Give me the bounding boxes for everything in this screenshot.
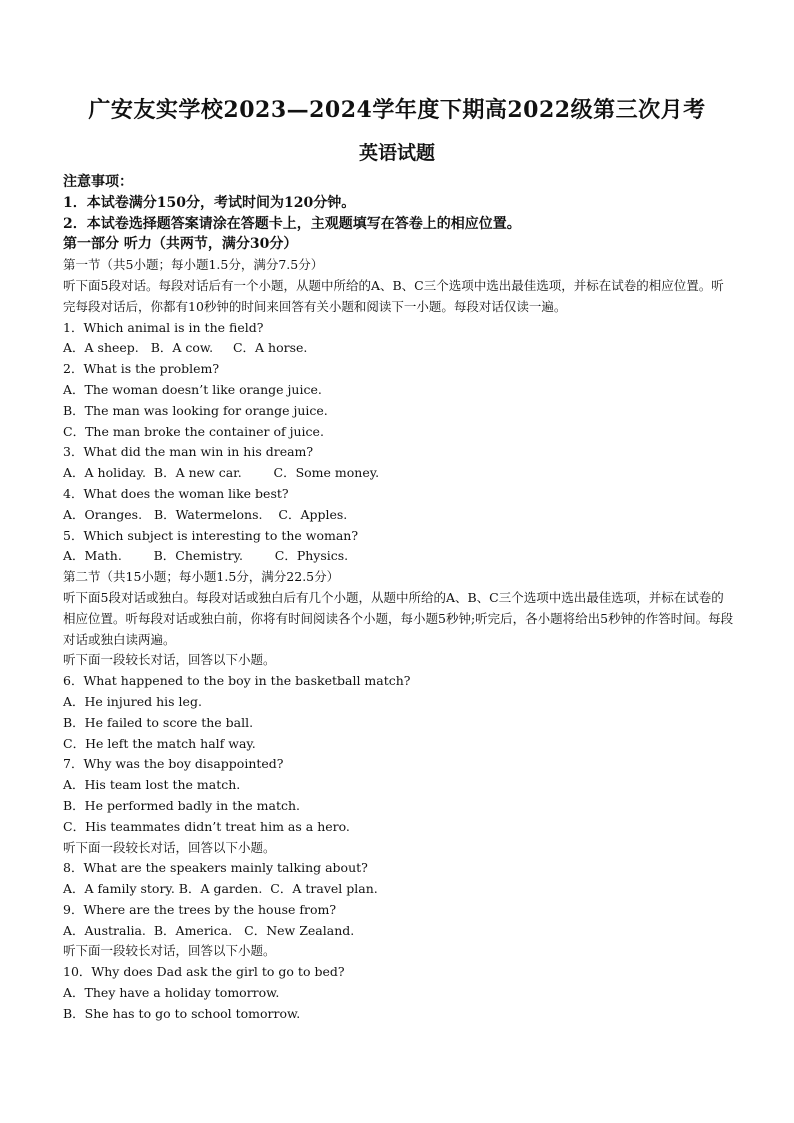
question-stem: 5．Which subject is interesting to the woman?: [63, 527, 359, 543]
option-a: A．Math.: [63, 548, 122, 564]
option-a: A．A sheep.: [63, 340, 139, 356]
part1-heading: 第一部分 听力（共两节，满分30分）: [63, 236, 298, 253]
option-a: A．A holiday.: [63, 465, 146, 481]
option-c: C．Physics.: [274, 548, 349, 564]
question-stem: 4．What does the woman like best?: [63, 485, 289, 501]
option-a: A．His team lost the match.: [63, 777, 241, 793]
section1-heading: 第一节（共5小题；每小题1.5分，满分7.5分）: [63, 257, 324, 273]
option-a: A．Oranges.: [63, 506, 143, 522]
notice-item: 2．本试卷选择题答案请涂在答题卡上，主观题填写在答卷上的相应位置。: [63, 215, 521, 232]
section2-instructions: 听下面5段对话或独白。每段对话或独白后有几个小题，从题中所给的A、B、C三个选项中选出最佳选项，并标在试卷的相应位置。听每段对话或独白前，你将有时间阅读各个小题，每小题5秒钟;听完后，各小题将给出5秒钟的作答时间。每段对话或独白读两遍。: [63, 589, 734, 647]
page-subtitle: 英语试题: [358, 142, 435, 164]
question-stem: 8．What are the speakers mainly talking about?: [63, 860, 368, 876]
option-a: A．They have a holiday tomorrow.: [63, 985, 280, 1001]
question-options: [63, 546, 735, 567]
question-options: [63, 505, 735, 526]
option-c: C．Apples.: [278, 506, 348, 522]
option-a: A．The woman doesn’t like orange juice.: [63, 381, 322, 397]
question-options: [63, 921, 735, 942]
dialogue-prompt: 听下面一段较长对话，回答以下小题。: [63, 943, 276, 959]
option-b: B．A new car.: [153, 465, 242, 481]
option-b: B．He performed badly in the match.: [63, 797, 300, 813]
option-b: B．Chemistry.: [153, 548, 243, 564]
notice-heading: 注意事项：: [63, 174, 133, 190]
option-b: B．He failed to score the ball.: [63, 714, 254, 730]
option-c: C．He left the match half way.: [63, 735, 256, 751]
option-b: B．A garden.: [178, 881, 263, 897]
option-c: C．New Zealand.: [244, 922, 355, 938]
option-c: C．A travel plan.: [270, 881, 378, 897]
section1-instructions: 听下面5段对话。每段对话后有一个小题，从题中所给的A、B、C三个选项中选出最佳选项，并标在试卷的相应位置。听完每段对话后，你都有10秒钟的时间来回答有关小题和阅读下一小题。每段对话仅读一遍。: [63, 277, 724, 314]
question-stem: 7．Why was the boy disappointed?: [63, 756, 284, 772]
option-b: B．The man was looking for orange juice.: [63, 402, 328, 418]
option-b: B．Watermelons.: [153, 506, 263, 522]
option-b: B．She has to go to school tomorrow.: [63, 1005, 301, 1021]
question-options: [63, 879, 735, 900]
question-stem: 9．Where are the trees by the house from?: [63, 901, 337, 917]
question-options: [63, 463, 735, 484]
option-b: B．A cow.: [150, 340, 214, 356]
option-a: A．He injured his leg.: [63, 693, 202, 709]
page-title: 广安友实学校2023—2024学年度下期高2022级第三次月考: [88, 97, 706, 123]
option-a: A．Australia.: [63, 922, 146, 938]
question-stem: 6．What happened to the boy in the basketball match?: [63, 673, 411, 689]
section2-heading: 第二节（共15小题；每小题1.5分，满分22.5分）: [63, 569, 340, 585]
option-c: C．A horse.: [232, 340, 308, 356]
question-stem: 1．Which animal is in the field?: [63, 319, 264, 335]
option-c: C．Some money.: [273, 465, 380, 481]
question-stem: 3．What did the man win in his dream?: [63, 444, 314, 460]
option-c: C．His teammates didn’t treat him as a hero.: [63, 818, 350, 834]
option-a: A．A family story.: [63, 881, 175, 897]
question-stem: 2．What is the problem?: [63, 361, 220, 377]
question-stem: 10．Why does Dad ask the girl to go to bed?: [63, 964, 345, 980]
exam-body: [63, 172, 735, 1025]
option-b: B．America.: [153, 922, 233, 938]
dialogue-prompt: 听下面一段较长对话，回答以下小题。: [63, 652, 276, 668]
question-options: [63, 338, 735, 359]
option-c: C．The man broke the container of juice.: [63, 423, 324, 439]
notice-item: 1．本试卷满分150分，考试时间为120分钟。: [63, 194, 356, 211]
dialogue-prompt: 听下面一段较长对话，回答以下小题。: [63, 839, 276, 855]
